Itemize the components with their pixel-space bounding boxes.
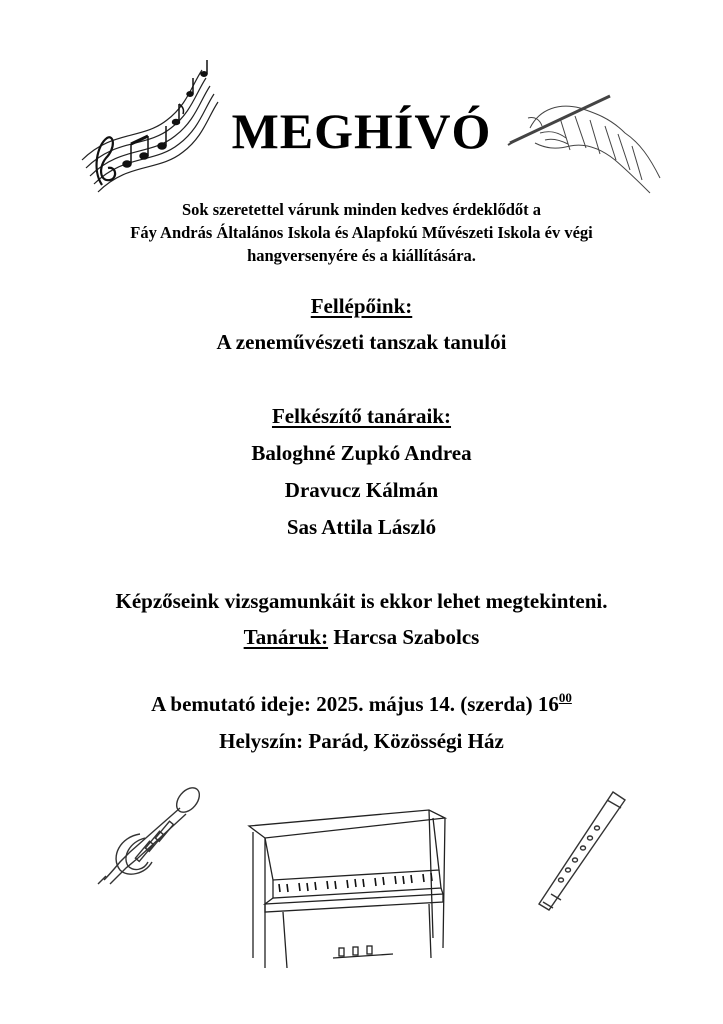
exhibition-teacher-label: Tanáruk: [243,625,329,649]
teacher-name: Baloghné Zupkó Andrea [251,441,472,465]
document-title: MEGHÍVÓ [231,103,492,159]
piano-illustration [243,808,448,978]
event-time-text: A bemutató ideje: 2025. május 14. (szerda) 16 [151,692,559,716]
performers-heading: Fellépőink: [310,294,413,318]
trumpet-illustration [90,782,205,892]
event-location: Helyszín: Parád, Közösségi Ház [219,729,504,753]
exhibition-teacher-name: Harcsa Szabolcs [328,625,480,649]
event-time-minutes: 00 [558,690,572,705]
intro-paragraph [60,198,663,267]
exhibition-text: Képzőseink vizsgamunkáit is ekkor lehet megtekinteni. [115,589,608,613]
intro-line: hangversenyére és a kiállítására. [247,246,476,265]
intro-line: Fáy András Általános Iskola és Alapfokú Művészeti Iskola év végi [130,223,593,242]
recorder-illustration [535,788,630,918]
event-time [0,690,723,718]
exhibition-teacher [0,623,723,651]
performers-text: A zeneművészeti tanszak tanulói [216,330,507,354]
teachers-heading: Felkészítő tanáraik: [271,404,452,428]
teacher-name: Sas Attila László [286,515,437,539]
teacher-name: Dravucz Kálmán [284,478,439,502]
intro-line: Sok szeretettel várunk minden kedves érdeklődőt a [181,200,542,219]
